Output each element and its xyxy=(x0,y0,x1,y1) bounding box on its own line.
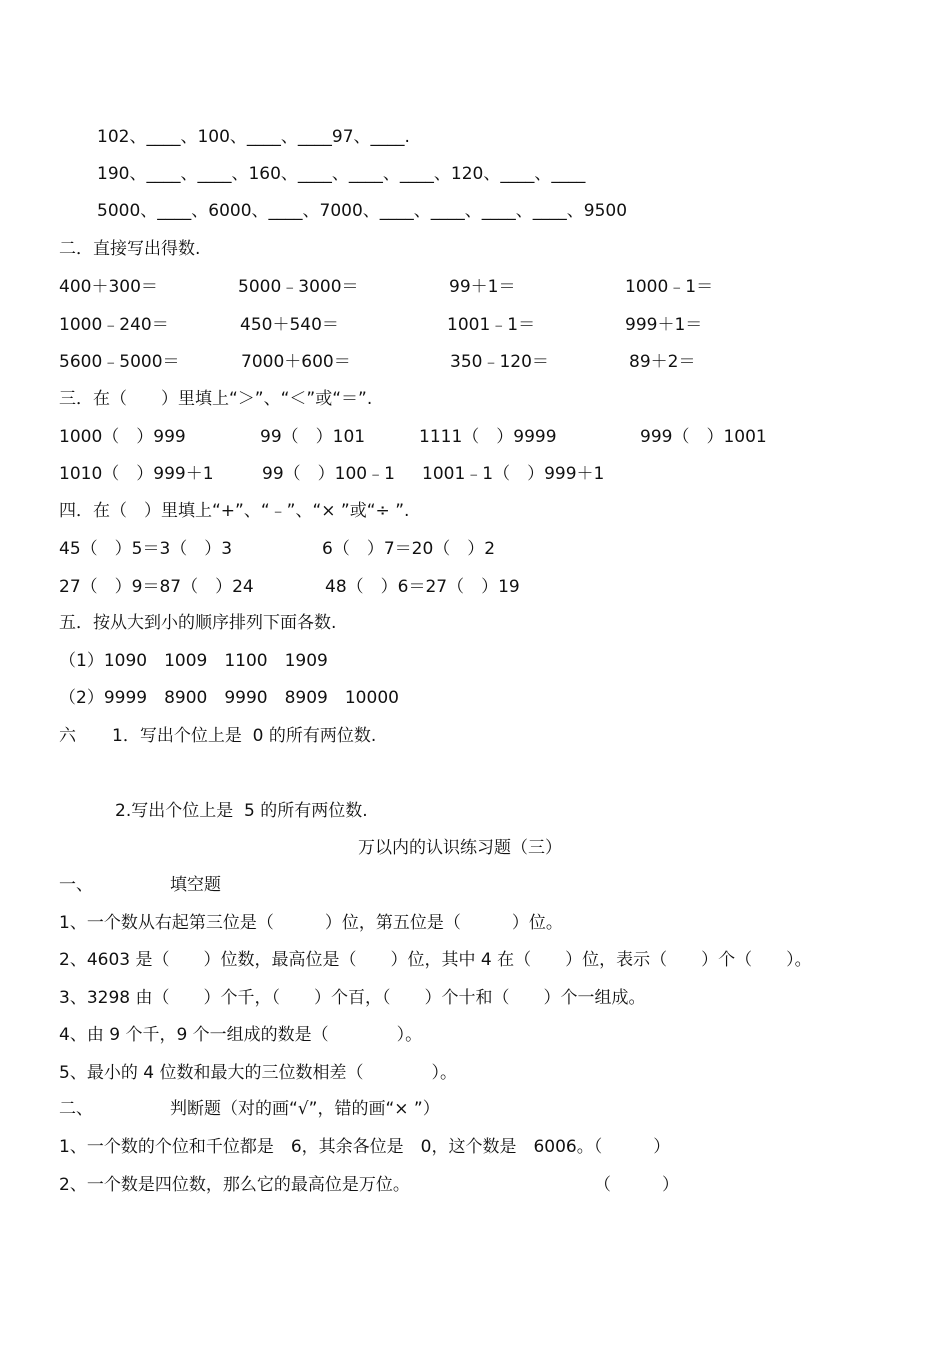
calc-r3-c4: 89＋2＝ xyxy=(629,352,696,372)
fill-item-1: 1、一个数从右起第三位是（ ）位，第五位是（ ）位。 xyxy=(59,913,563,933)
calc-r1-c1: 400＋300＝ xyxy=(59,277,158,297)
compare-r2-c2: 99（ ）100﹣1 xyxy=(262,464,395,484)
order-item-1: （1）1090 1009 1100 1909 xyxy=(59,651,328,671)
calc-r2-c4: 999＋1＝ xyxy=(625,315,703,335)
compare-r1-c4: 999（ ）1001 xyxy=(640,427,767,447)
fill-item-4: 4、由 9 个千，9 个一组成的数是（ ）。 xyxy=(59,1025,423,1045)
fill-section-label: 一、 xyxy=(59,875,93,895)
fill-item-2: 2、4603 是（ ）位数，最高位是（ ）位，其中 4 在（ ）位，表示（ ）个（ ）。 xyxy=(59,950,812,970)
part-3-title: 万以内的认识练习题（三） xyxy=(358,838,562,858)
calc-r2-c2: 450＋540＝ xyxy=(240,315,339,335)
compare-r1-c1: 1000（ ）999 xyxy=(59,427,186,447)
fill-section-title: 填空题 xyxy=(170,875,221,895)
judge-item-2-bracket: （ ） xyxy=(594,1175,679,1195)
sequence-line-2: 190、____、____、160、____、____、____、120、____、____ xyxy=(97,164,586,184)
judge-section-label: 二、 xyxy=(59,1099,93,1119)
section-3-title: 三．在（ ）里填上“＞”、“＜”或“＝”. xyxy=(59,389,373,409)
sequence-line-3: 5000、____、6000、____、7000、____、____、____、____、9500 xyxy=(97,201,628,221)
judge-item-2: 2、一个数是四位数，那么它的最高位是万位。 xyxy=(59,1175,410,1195)
calc-r2-c3: 1001﹣1＝ xyxy=(447,315,536,335)
section-2-title: 二．直接写出得数. xyxy=(59,239,201,259)
calc-r3-c2: 7000＋600＝ xyxy=(241,352,351,372)
calc-r3-c1: 5600﹣5000＝ xyxy=(59,352,180,372)
fill-item-5: 5、最小的 4 位数和最大的三位数相差（ ）。 xyxy=(59,1063,457,1083)
calc-r1-c3: 99＋1＝ xyxy=(449,277,516,297)
section-5-title: 五．按从大到小的顺序排列下面各数. xyxy=(59,613,337,633)
operator-r2-c1: 27（ ）9＝87（ ）24 xyxy=(59,577,254,597)
section-6-label: 六 xyxy=(59,726,76,746)
section-6-question-1: 1．写出个位上是 0 的所有两位数. xyxy=(112,726,377,746)
operator-r1-c2: 6（ ）7＝20（ ）2 xyxy=(322,539,496,559)
calc-r1-c2: 5000﹣3000＝ xyxy=(238,277,359,297)
calc-r2-c1: 1000﹣240＝ xyxy=(59,315,169,335)
judge-item-1: 1、一个数的个位和千位都是 6，其余各位是 0，这个数是 6006。（ ） xyxy=(59,1137,671,1157)
operator-r1-c1: 45（ ）5＝3（ ）3 xyxy=(59,539,233,559)
operator-r2-c2: 48（ ）6＝27（ ）19 xyxy=(325,577,520,597)
order-item-2: （2）9999 8900 9990 8909 10000 xyxy=(59,688,399,708)
sequence-line-1: 102、____、100、____、____97、____. xyxy=(97,127,410,147)
compare-r2-c3: 1001﹣1（ ）999＋1 xyxy=(422,464,605,484)
section-6-question-2: 2.写出个位上是 5 的所有两位数. xyxy=(115,801,368,821)
fill-item-3: 3、3298 由（ ）个千，（ ）个百，（ ）个十和（ ）个一组成。 xyxy=(59,988,646,1008)
compare-r1-c2: 99（ ）101 xyxy=(260,427,366,447)
compare-r1-c3: 1111（ ）9999 xyxy=(419,427,557,447)
calc-r1-c4: 1000﹣1＝ xyxy=(625,277,714,297)
compare-r2-c1: 1010（ ）999＋1 xyxy=(59,464,214,484)
section-4-title: 四．在（ ）里填上“+”、“﹣”、“× ”或“÷ ”. xyxy=(59,501,410,521)
judge-section-title: 判断题（对的画“√”，错的画“× ”） xyxy=(170,1099,440,1119)
calc-r3-c3: 350﹣120＝ xyxy=(450,352,549,372)
